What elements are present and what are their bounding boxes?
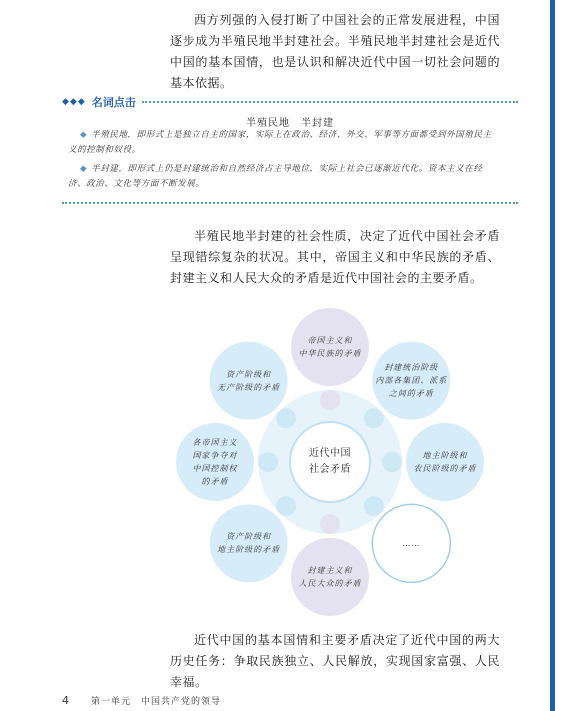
satellite-label-line: 资产阶级和 [226,369,272,379]
definition-text: 半封建，即形式上仍是封建统治和自然经济占主导地位，实际上社会已逐渐近代化。资本主义在经济、政治、文化等方面不断发展。 [68,164,483,189]
satellite-label-imperialism-nation [290,334,370,360]
ring-tab [364,408,384,428]
satellite-label-line: 之间的矛盾 [388,389,434,399]
definition-text: 半殖民地，即形式上是独立自主的国家，实际上在政治、经济、外交、军事等方面都受到外国殖民主义的控制和奴役。 [68,130,492,155]
center-label [290,446,370,478]
satellite-label-line: 中华民族的矛盾 [298,349,362,358]
satellite-label-others [371,537,451,550]
satellite-label-imperial-rivalry [175,436,255,488]
conclusion-paragraph: 近代中国的基本国情和主要矛盾决定了近代中国的两大历史任务：争取民族独立、人民解放，实现国家富强、人民幸福。 [170,633,500,689]
intro-paragraph: 西方列强的入侵打断了中国社会的正常发展进程，中国逐步成为半殖民地半封建社会。半殖民地半封建社会是近代中国的基本国情，也是认识和解决近代中国一切社会问题的基本依据。 [170,13,500,90]
satellite-label-line: 资产阶级和 [226,532,272,542]
ring-tab [364,496,384,516]
satellite-label-line: 封建统治阶级 [384,363,439,373]
satellite-label-line: 农民阶级的矛盾 [413,464,477,473]
satellite-label-line: 人民大众的矛盾 [298,579,362,588]
footer-unit-title: 第一单元 中国共产党的领导 [91,697,222,707]
center-label-line: 社会矛盾 [309,464,351,475]
bullet-icon: ◆ [80,164,88,174]
satellite-label-line: …… [402,538,421,548]
satellite-label-line: 封建主义和 [307,566,353,575]
diamond-icons: ◆◆◆ [62,97,86,107]
page-footer [62,694,221,707]
satellite-label-line: 中国控制权 [192,464,238,473]
satellite-label-line: 内部各集团、派系 [375,376,448,386]
satellite-label-bourgeois-proletariat [209,368,289,394]
satellite-label-line: 无产阶级的矛盾 [217,382,281,392]
ring-tab [258,452,278,472]
bullet-icon: ◆ [80,130,88,140]
contradictions-paragraph: 半殖民地半封建的社会性质，决定了近代中国社会矛盾呈现错综复杂的状况。其中，帝国主义和中华民族的矛盾、封建主义和人民大众的矛盾是近代中国社会的主要矛盾。 [170,229,500,285]
satellite-label-feudal-factions [371,361,451,400]
satellite-label-landlord-peasant [405,449,485,475]
satellite-label-feudalism-people [290,564,370,590]
page-number: 4 [62,694,69,707]
ring-tab [320,514,340,534]
ring-tab [276,408,296,428]
ring-tab [276,496,296,516]
satellite-label-line: 国家争夺对 [192,451,238,460]
center-label-line: 近代中国 [309,448,351,459]
satellite-label-line: 的矛盾 [201,477,229,486]
ring-tab [320,390,340,410]
satellite-label-bourgeois-landlord [209,530,289,556]
satellite-label-line: 帝国主义和 [307,336,353,345]
satellite-label-line: 地主阶级的矛盾 [217,545,281,555]
satellite-label-line: 地主阶级和 [422,451,468,460]
satellite-label-line: 各帝国主义 [192,438,238,447]
glossary-title: 名词点击 [91,96,136,109]
ring-tab [382,452,402,472]
glossary-terms: 半殖民地 半封建 [246,118,334,129]
